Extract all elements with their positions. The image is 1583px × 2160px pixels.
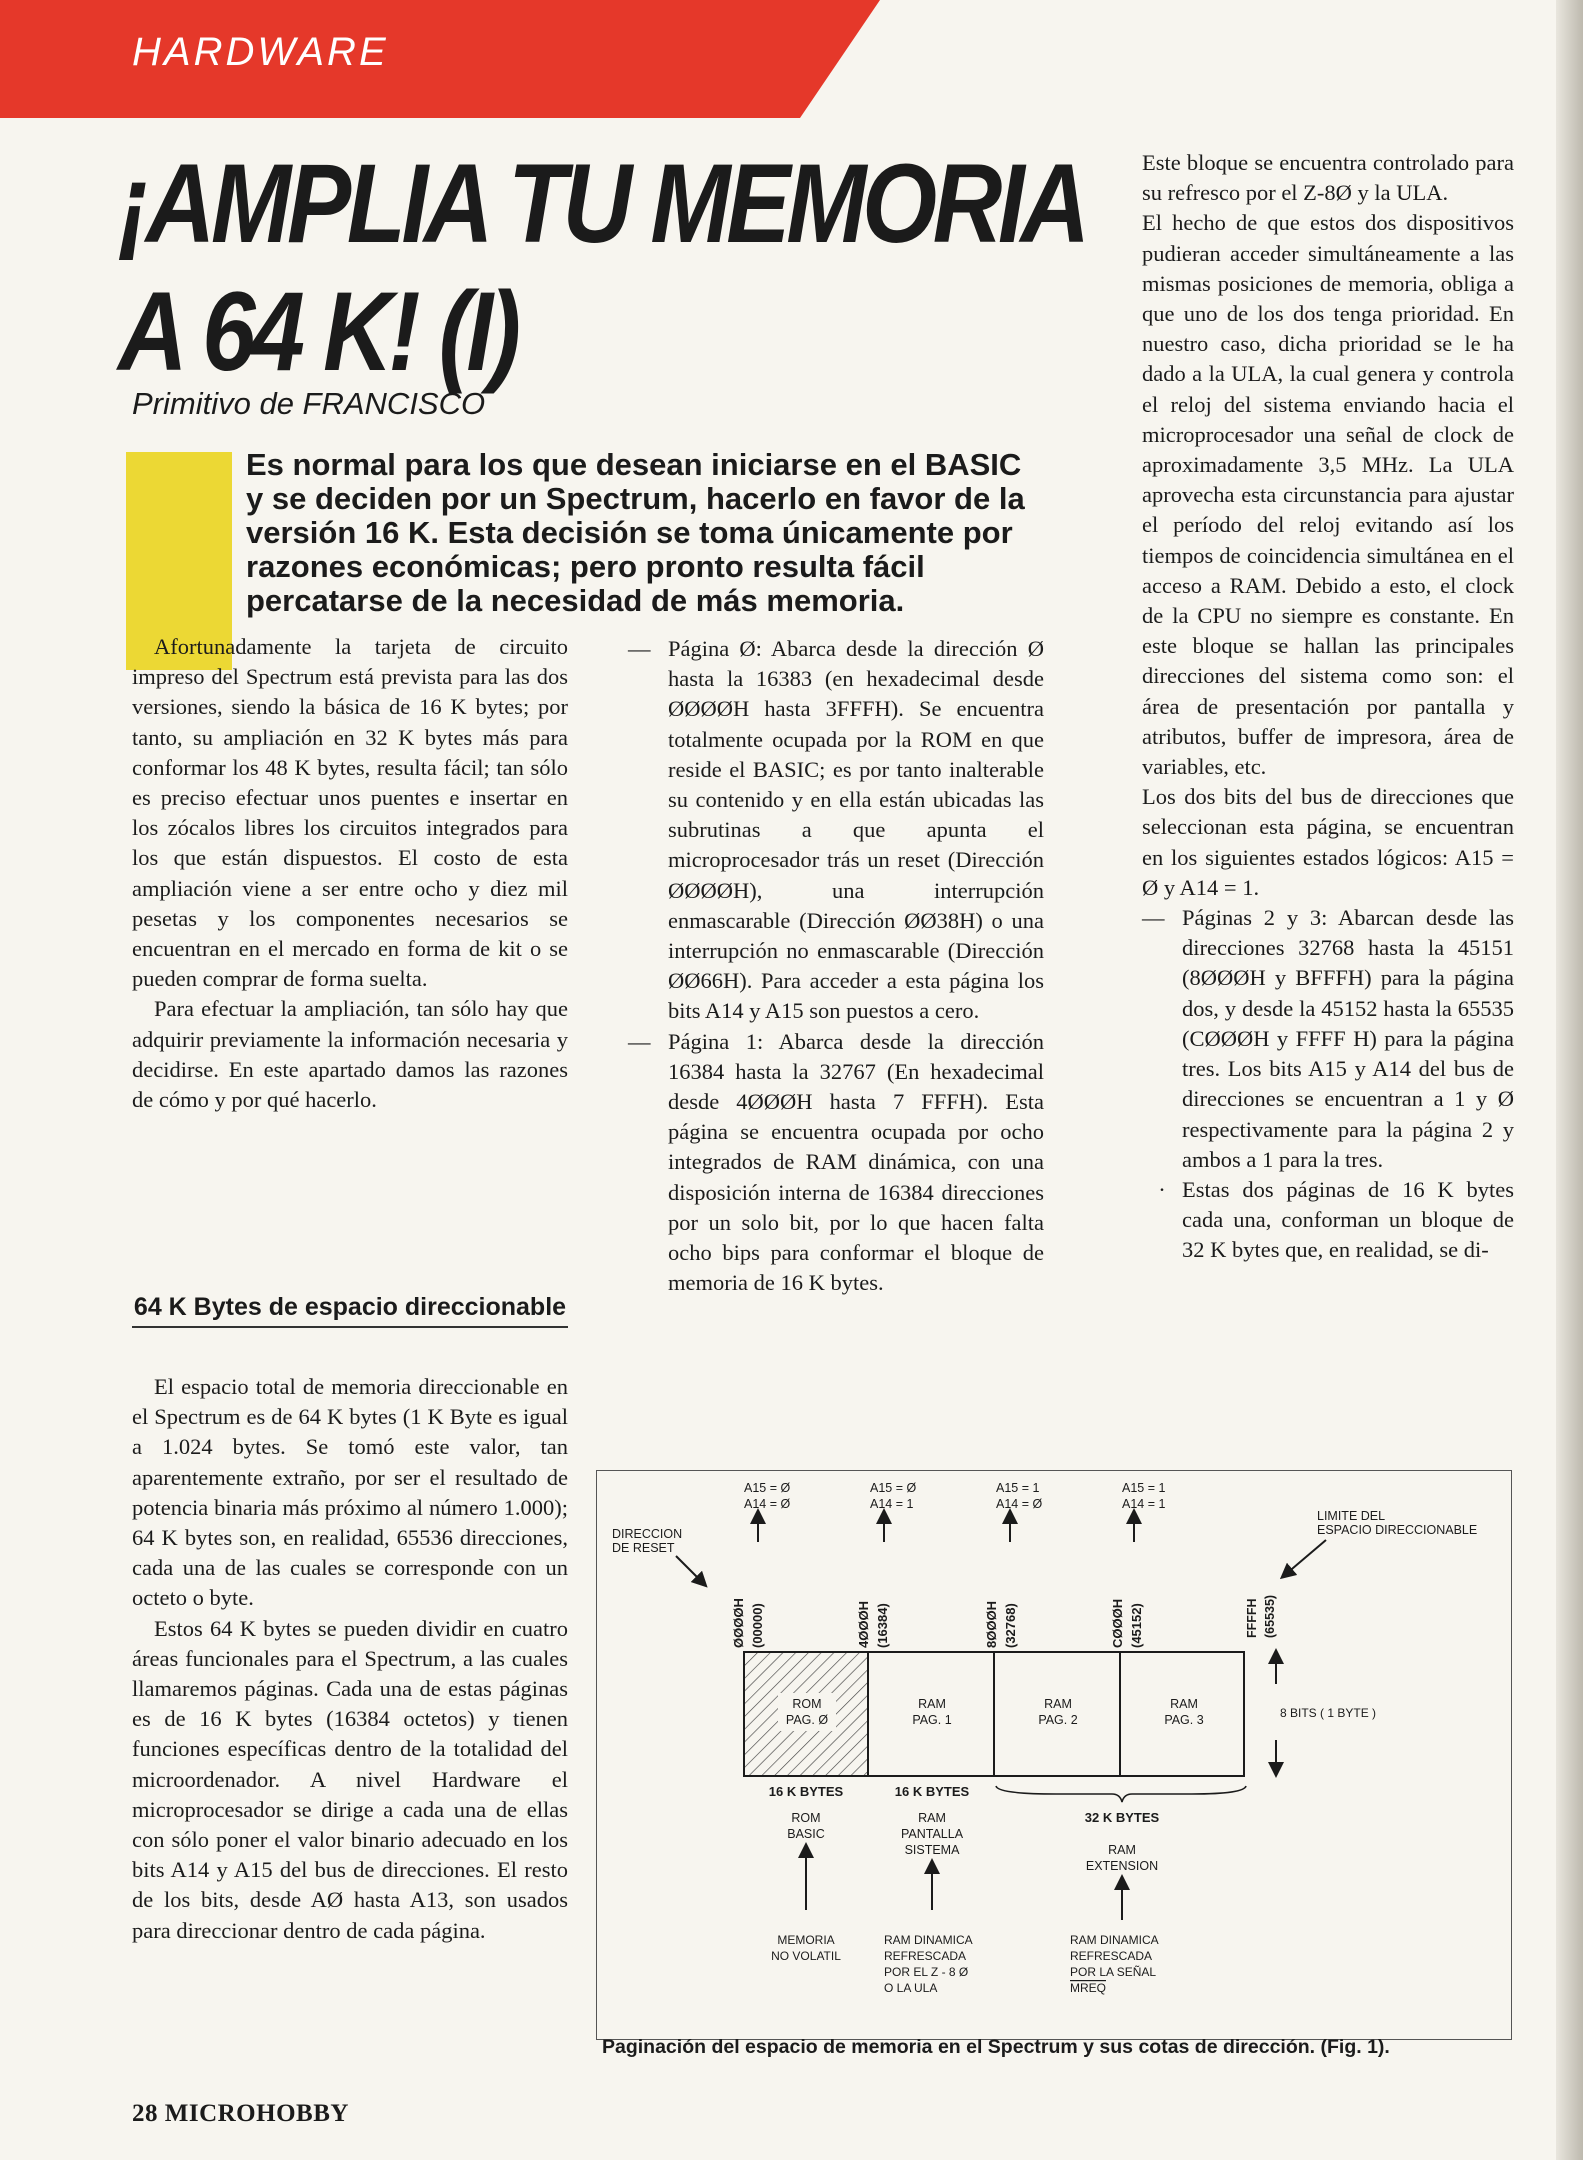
function-label: ROM [791,1811,821,1825]
size-label: 16 K BYTES [768,1784,844,1799]
list-item [1142,1175,1514,1266]
subheading: 64 K Bytes de espacio direccionable [132,1292,568,1328]
size-label: 16 K BYTES [894,1784,970,1799]
source-label: REFRESCADA [1070,1949,1153,1963]
size-brace [996,1786,1246,1802]
a15-label: A15 = 1 [1122,1481,1166,1495]
dash-mark: — [1142,905,1165,931]
list-item-text: Página 1: Abarca desde la dirección 16384 hasta la 32767 (En hexadecimal desde 4ØØØH hasta 7 FFFH). Esta página se encuentra ocupada por ocho integrados de RAM dinámica, con una disposición interna de 16384 direcciones por un solo bit, por lo que hacen falta ocho bips para conformar el bloque de memoria de 16 K bytes. [668,1028,1044,1296]
page-3-address [1110,1481,1165,1648]
hex-address: 8ØØØH [984,1601,999,1648]
page-0-address [731,1481,790,1648]
block-label: PAG. Ø [785,1713,829,1727]
page-footer [132,2100,349,2128]
author-byline: Primitivo de FRANCISCO [132,386,486,421]
hex-address: 4ØØØH [856,1601,871,1648]
dec-address: (00000) [750,1603,765,1648]
page-edge [1556,0,1583,2160]
reset-label-1: DIRECCION [612,1527,683,1541]
hex-address: CØØØH [1110,1598,1125,1648]
source-label: O LA ULA [884,1981,938,1995]
dec-address: (16384) [875,1603,890,1648]
block-label: RAM [918,1697,946,1711]
a14-label: A14 = 1 [870,1497,914,1511]
memory-map-diagram [596,1470,1512,2040]
a15-label: A15 = 1 [996,1481,1040,1495]
function-label: EXTENSION [1085,1859,1159,1873]
source-label: POR LA SEÑAL [1070,1965,1157,1979]
list-item [628,634,1044,1027]
a15-label: A15 = Ø [870,1481,917,1495]
source-label: NO VOLATIL [771,1949,841,1963]
a14-label: A14 = Ø [996,1497,1043,1511]
article-title [118,140,1086,396]
source-label: RAM DINAMICA [884,1933,973,1947]
dec-address: (32768) [1003,1603,1018,1648]
paragraph: Estos 64 K bytes se pueden dividir en cuatro áreas funcionales para el Spectrum, a las cuales llamaremos páginas. Cada una de estas páginas es de 16 K bytes (16384 octetos) y tienen funciones específicas dentro de la totalidad del microordenador. A nivel Hardware el microprocesador se dirige a cada una de ellas con sólo poner el valor binario adecuado en los bits A14 y A15 del bus de direcciones. El resto de los bits, desde AØ hasta A13, son usados para direccionar dentro de cada página. [132,1615,568,1943]
list-item-text: Página Ø: Abarca desde la dirección Ø hasta la 16383 (en hexadecimal desde ØØØØH hasta 3FFFH). Se encuentra totalmente ocupada por la ROM en que reside el BASIC; es por tanto inalterable su contenido y en ella están ubicadas las subrutinas a que apunta el microprocesador trás un reset (Dirección ØØØØH), una interrupción enmascarable (Dirección ØØ38H) o una interrupción no enmascarable (Dirección ØØ66H). Para acceder a esta página los bits A14 y A15 son puestos a cero. [668,636,1044,1024]
section-label: HARDWARE [132,30,389,74]
source-label: MREQ [1070,1981,1106,1995]
function-label: SISTEMA [904,1843,960,1857]
source-label: POR EL Z - 8 Ø [884,1965,969,1979]
column-3 [1142,148,1514,1266]
block-label: ROM [792,1697,822,1711]
title-line-1: ¡AMPLIA TU MEMORIA [118,141,1086,266]
paragraph: Los dos bits del bus de direcciones que seleccionan esta página, se encuentran en los siguientes estados lógicos: A15 = Ø y A14 = 1. [1142,784,1514,900]
list-item [1142,903,1514,1175]
lead-paragraph: Es normal para los que desean iniciarse en el BASIC y se deciden por un Spectrum, hacerlo en favor de la versión 16 K. Esta decisión se toma únicamente por razones económicas; pero pronto resulta fácil percatarse de la necesidad de más memoria. [246,447,1025,618]
figure-caption: Paginación del espacio de memoria en el Spectrum y sus cotas de dirección. (Fig. 1). [602,2036,1390,2058]
page-1-address [856,1481,916,1648]
reset-arrow [676,1556,702,1582]
source-label: MEMORIA [777,1933,835,1947]
source-label: RAM DINAMICA [1070,1933,1159,1947]
list-item [628,1027,1044,1299]
magazine-name: MICROHOBBY [164,2100,349,2127]
list-item-text: Páginas 2 y 3: Abarcan desde las direcciones 32768 hasta la 45151 (8ØØØH y BFFFH) para la página dos, y desde la 45152 hasta la 65535 (CØØØH y FFFF H) para la página tres. Los bits A15 y A14 del bus de direcciones se encuentran a 1 y Ø respectivamente para la página 2 y ambos a 1 para la tres. [1182,905,1514,1172]
block-label: PAG. 3 [1164,1713,1204,1727]
page-2-address [984,1481,1042,1648]
function-label: BASIC [787,1827,825,1841]
paragraph: Para efectuar la ampliación, tan sólo hay que adquirir previamente la información necesaria y decidirse. En este apartado damos las razones de cómo y por qué hacerlo. [132,996,568,1113]
title-line-2: A 64 K! (I) [118,269,517,394]
paragraph: Afortunadamente la tarjeta de circuito impreso del Spectrum está prevista para las dos versiones, siendo la básica de 16 K bytes; por tanto, su ampliación en 32 K bytes más para conformar los 48 K bytes, resulta fácil; tan sólo es preciso efectuar unos puentes e insertar en los zócalos libres los circuitos integrados para los que están dispuestos. El costo de esta ampliación viene a ser entre ocho y diez mil pesetas y los componentes necesarios se encuentran en el mercado en forma de kit o se pueden comprar de forma suelta. [132,634,568,992]
limit-label-2: ESPACIO DIRECCIONABLE [1317,1523,1478,1537]
block-label: PAG. 2 [1038,1713,1078,1727]
dash-mark: — [628,1028,651,1054]
list-item-text: Estas dos páginas de 16 K bytes cada una, conforman un bloque de 32 K bytes que, en realidad, se di- [1182,1176,1514,1263]
function-label: RAM [918,1811,946,1825]
bullet-mark: · [1158,1176,1166,1202]
reset-label-2: DE RESET [612,1541,675,1555]
limit-label-1: LIMITE DEL [1317,1509,1386,1523]
dec-address: (45152) [1129,1603,1144,1648]
paragraph: Este bloque se encuentra controlado para su refresco por el Z-8Ø y la ULA. [1142,150,1514,206]
dash-mark: — [628,636,651,661]
paragraph: El espacio total de memoria direccionable en el Spectrum es de 64 K bytes (1 K Byte es igual a 1.024 bytes. Se tomó este valor, tan aparentemente extraño, por ser el resultado de potencia binaria más próximo al número 1.000); 64 K bytes son, en realidad, 65536 direcciones, cada una de las cuales se corresponde con un octeto o byte. [132,1374,568,1611]
block-label: RAM [1044,1697,1072,1711]
function-label: RAM [1108,1843,1136,1857]
width-label: 8 BITS ( 1 BYTE ) [1280,1706,1377,1720]
dec-address: (65535) [1263,1594,1277,1638]
limit-arrow [1286,1540,1326,1574]
column-1-continued [132,1372,568,1946]
end-address [1245,1595,1277,1638]
paragraph: El hecho de que estos dos dispositivos pudieran acceder simultáneamente a las mismas posiciones de memoria, obliga a que uno de los dos tenga prioridad. En nuestro caso, dicha prioridad se le ha dado a la ULA, la cual genera y controla el reloj del sistema enviando hacia el microprocesador una señal de clock de aproximadamente 3,5 MHz. La ULA aprovecha esta circunstancia para ajustar el período del reloj evitando así los tiempos de coincidencia simultánea en el acceso a RAM. Debido a esto, el clock de la CPU no siempre es constante. En este bloque se hallan las principales direcciones del sistema como son: el área de presentación por pantalla y atributos, buffer de impresora, área de variables, etc. [1142,210,1514,780]
size-label: 32 K BYTES [1084,1810,1160,1825]
function-label: PANTALLA [900,1827,964,1841]
a14-label: A14 = Ø [744,1497,791,1511]
hex-address: FFFFH [1245,1598,1259,1638]
source-label: REFRESCADA [884,1949,967,1963]
page-number: 28 [132,2100,158,2127]
block-label: PAG. 1 [912,1713,952,1727]
column-1 [132,632,568,1115]
a14-label: A14 = 1 [1122,1497,1166,1511]
block-label: RAM [1170,1697,1198,1711]
figure-frame [596,1470,1512,2040]
hex-address: ØØØØH [731,1598,746,1648]
a15-label: A15 = Ø [744,1481,791,1495]
column-2 [628,634,1044,1298]
